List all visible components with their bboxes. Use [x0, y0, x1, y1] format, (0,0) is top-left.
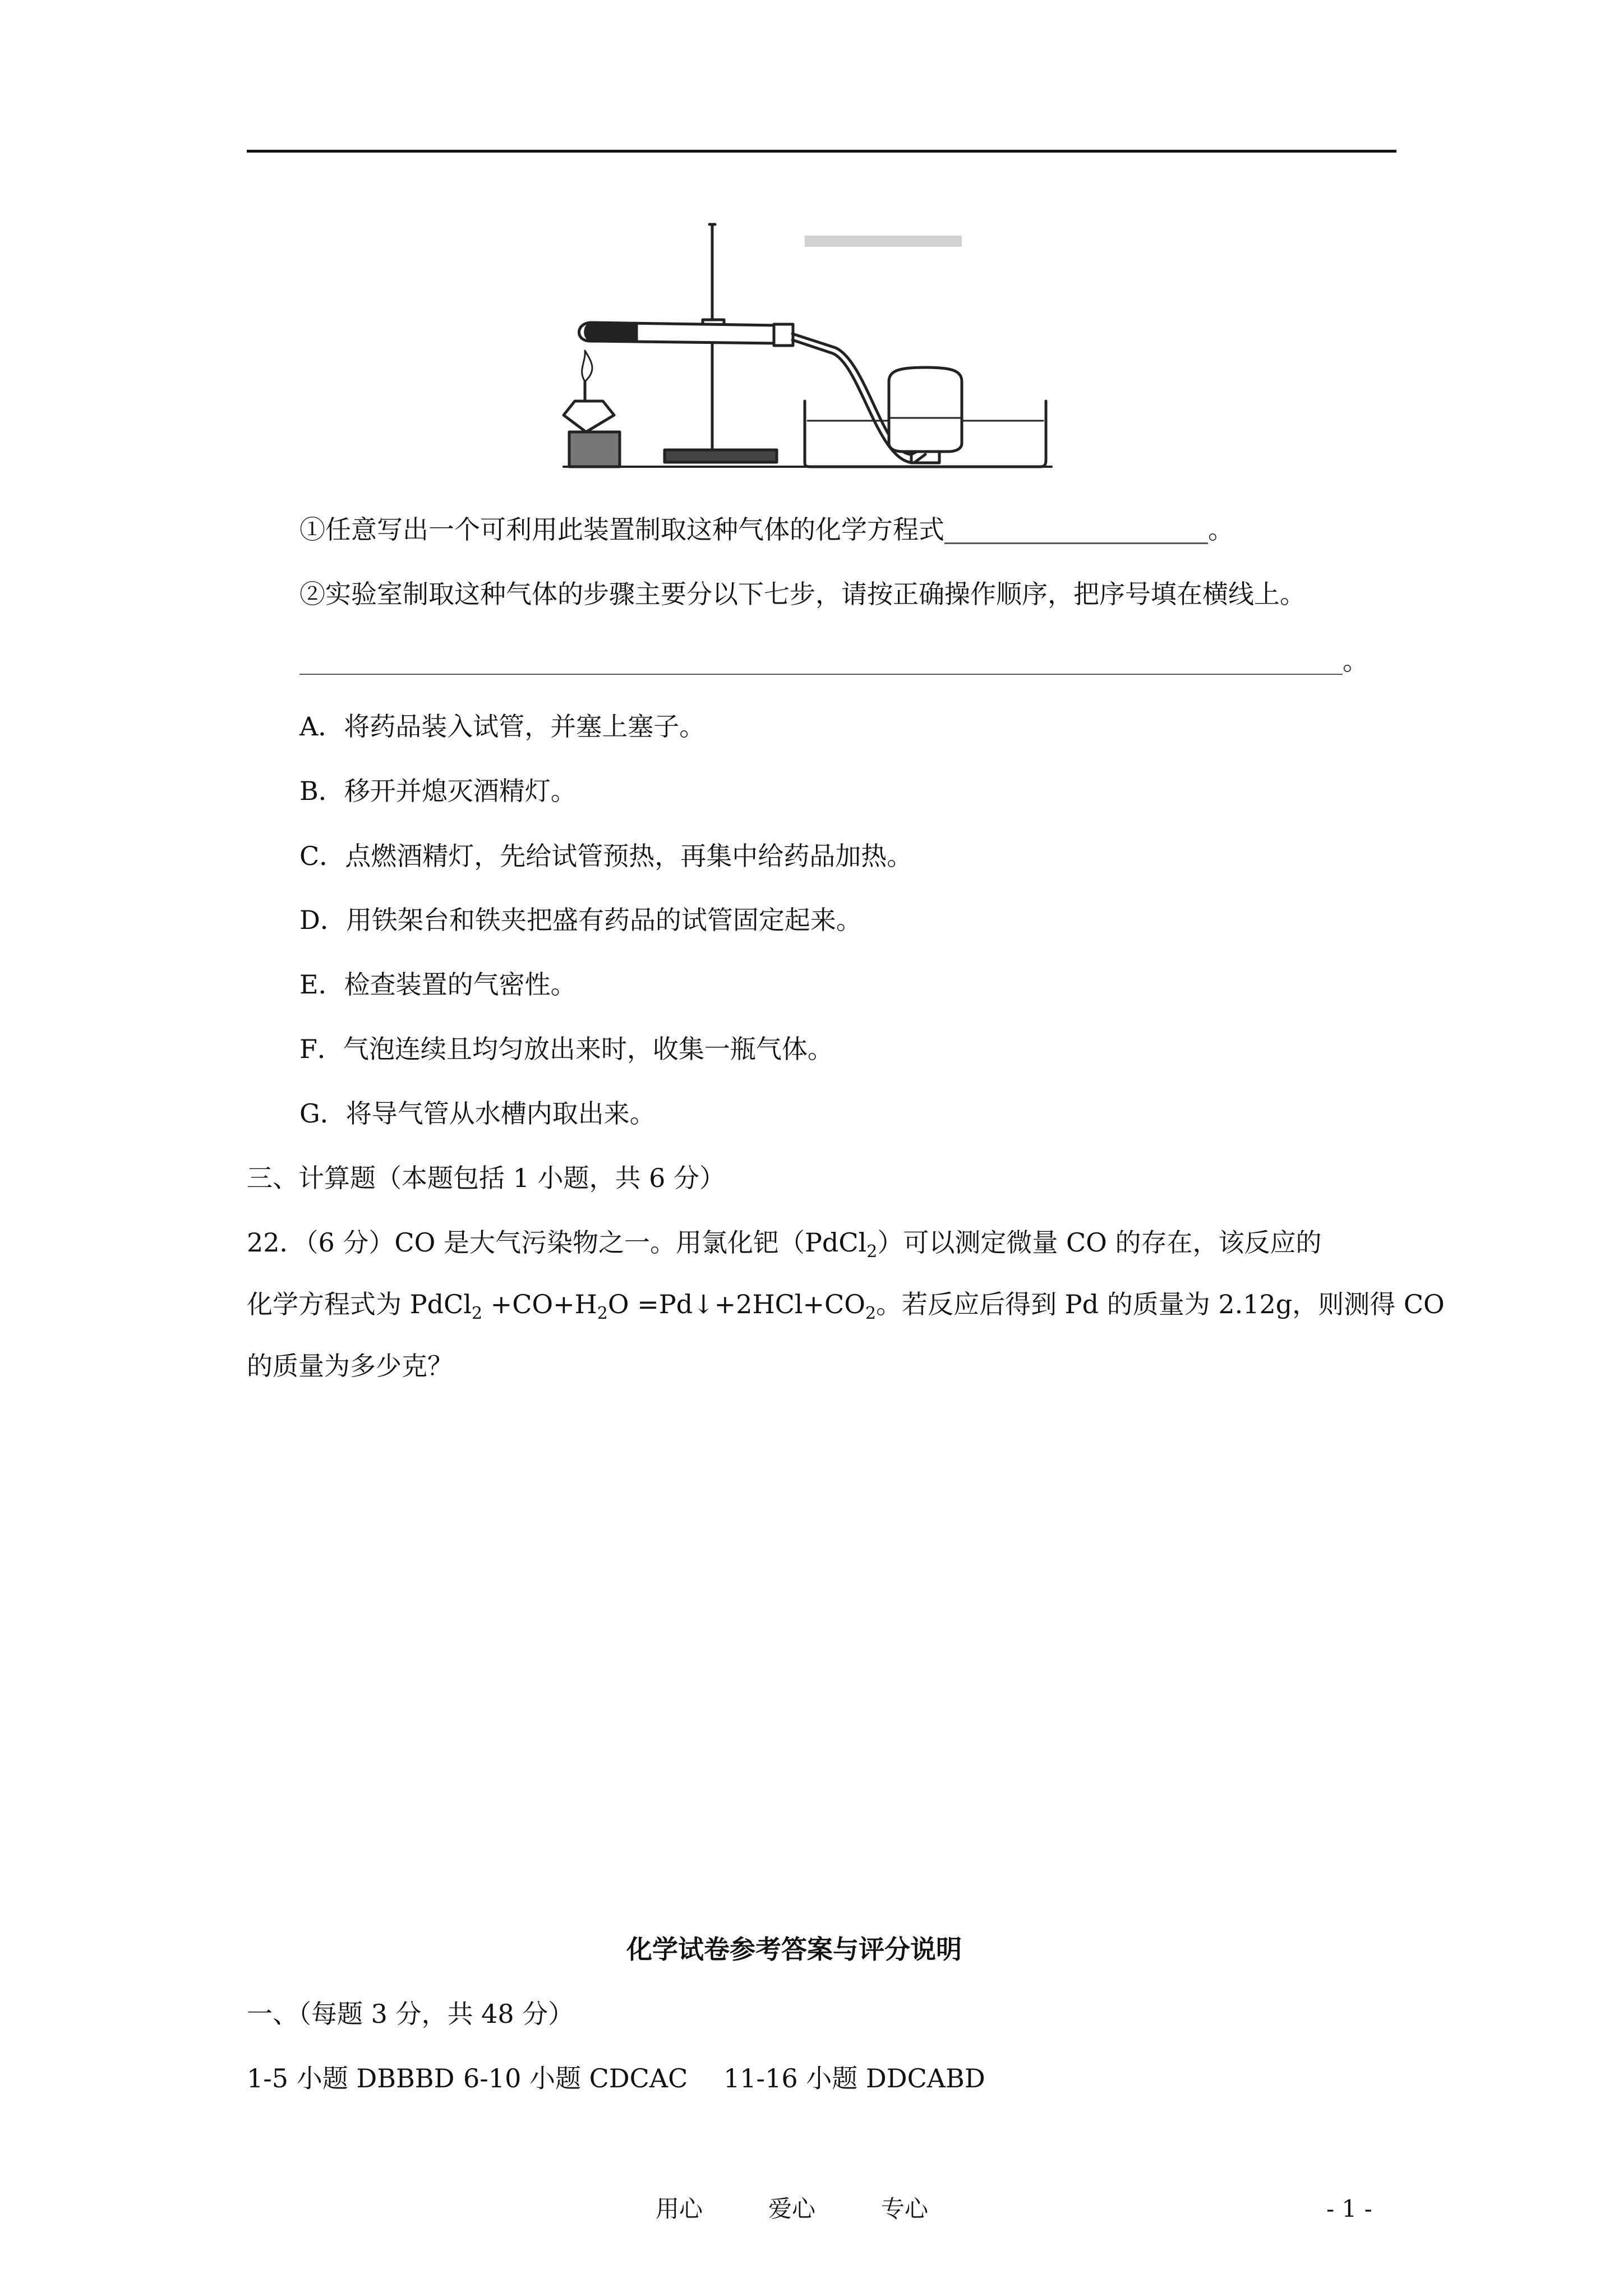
q22-line2-d: 。若反应后得到 Pd 的质量为 2.12g，则测得 CO [876, 1289, 1445, 1319]
q21-sub2-answer-line [299, 648, 1368, 675]
header-rule [247, 150, 1396, 153]
q22-line2-sub3: 2 [865, 1304, 877, 1324]
q22-line1-b: ）可以测定微量 CO 的存在，该反应的 [877, 1227, 1322, 1258]
q22-line2-sub2: 2 [597, 1304, 608, 1324]
q21-sub1-answer-blank[interactable] [944, 517, 1208, 544]
q22-line1-sub: 2 [866, 1242, 878, 1262]
q21-sub1-suffix: 。 [1208, 514, 1234, 545]
q22-line1-a: 22．（6 分）CO 是大气污染物之一。用氯化钯（PdCl [247, 1227, 867, 1258]
q22-line1 [247, 1227, 1322, 1262]
q22-line2 [247, 1291, 1445, 1322]
q21-sub2-answer-blank[interactable] [299, 648, 1343, 675]
step-g: G．将导气管从水槽内取出来。 [299, 1098, 656, 1129]
answers-row-3: 11-16 小题 DDCABD [723, 2063, 985, 2093]
q21-sub2-suffix: 。 [1343, 646, 1368, 676]
step-f: F．气泡连续且均匀放出来时，收集一瓶气体。 [299, 1034, 833, 1064]
answers-title: 化学试卷参考答案与评分说明 [626, 1934, 962, 1964]
q21-sub1-text: ①任意写出一个可利用此装置制取这种气体的化学方程式 [299, 514, 944, 545]
step-c: C．点燃酒精灯，先给试管预热，再集中给药品加热。 [299, 841, 913, 871]
footer-motto-3: 专心 [881, 2195, 929, 2223]
q22-line2-b: +CO+H [482, 1289, 597, 1319]
step-d: D．用铁架台和铁夹把盛有药品的试管固定起来。 [299, 905, 862, 935]
q22-line2-sub1: 2 [471, 1304, 483, 1324]
q21-sub2: ②实验室制取这种气体的步骤主要分以下七步，请按正确操作顺序，把序号填在横线上。 [299, 579, 1306, 609]
q21-sub1 [299, 514, 1234, 545]
q22-line2-c: O =Pd↓+2HCl+CO [607, 1289, 865, 1319]
step-b: B．移开并熄灭酒精灯。 [299, 776, 577, 806]
answers-row-2: 6-10 小题 CDCAC [463, 2063, 688, 2093]
footer-motto-2: 爱心 [768, 2195, 816, 2223]
q22-line3: 的质量为多少克？ [247, 1351, 453, 1381]
footer-motto-1: 用心 [656, 2195, 703, 2223]
page-number: - 1 - [1326, 2195, 1372, 2223]
answers-section1: 一、（每题 3 分，共 48 分） [247, 1999, 574, 2029]
step-a: A．将药品装入试管，并塞上塞子。 [299, 711, 706, 742]
lab-apparatus-figure [552, 213, 1057, 471]
step-e: E．检查装置的气密性。 [299, 969, 577, 1000]
answers-row-1: 1-5 小题 DBBBD [247, 2063, 455, 2093]
section3-heading: 三、计算题（本题包括 1 小题，共 6 分） [247, 1163, 726, 1193]
q22-line2-a: 化学方程式为 PdCl [247, 1289, 472, 1319]
